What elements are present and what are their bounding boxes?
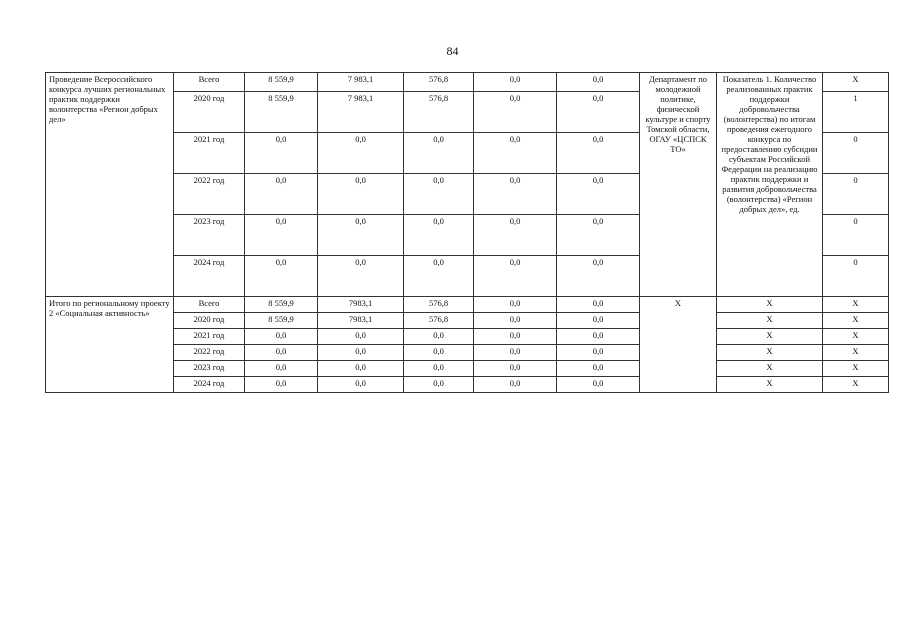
indicator-cell: X	[717, 313, 823, 329]
table-row	[46, 73, 889, 92]
federal-cell: 0,0	[318, 133, 404, 174]
regional-cell: 0,0	[404, 256, 474, 297]
local-cell: 0,0	[474, 174, 557, 215]
period-cell: 2024 год	[174, 256, 245, 297]
indicator-value-cell: X	[823, 73, 889, 92]
indicator-value-cell: X	[823, 345, 889, 361]
period-cell: 2021 год	[174, 329, 245, 345]
total-cell: 0,0	[245, 361, 318, 377]
regional-cell: 0,0	[404, 377, 474, 393]
regional-cell: 0,0	[404, 133, 474, 174]
total-name-cell: Итого по региональному проекту 2 «Социальная активность»	[46, 297, 174, 393]
indicator-value-cell: 0	[823, 215, 889, 256]
other-cell: 0,0	[557, 215, 640, 256]
indicator-value-cell: X	[823, 361, 889, 377]
period-cell: Всего	[174, 297, 245, 313]
regional-cell: 576,8	[404, 313, 474, 329]
total-cell: 0,0	[245, 133, 318, 174]
period-cell: 2023 год	[174, 361, 245, 377]
other-cell: 0,0	[557, 313, 640, 329]
indicator-value-cell: X	[823, 377, 889, 393]
table-row	[46, 297, 889, 313]
federal-cell: 7983,1	[318, 297, 404, 313]
local-cell: 0,0	[474, 313, 557, 329]
period-cell: 2022 год	[174, 345, 245, 361]
federal-cell: 0,0	[318, 329, 404, 345]
period-cell: 2020 год	[174, 313, 245, 329]
period-cell: 2024 год	[174, 377, 245, 393]
indicator-value-cell: 0	[823, 174, 889, 215]
total-cell: 0,0	[245, 256, 318, 297]
federal-cell: 0,0	[318, 345, 404, 361]
regional-cell: 0,0	[404, 361, 474, 377]
total-cell: 0,0	[245, 329, 318, 345]
indicator-value-cell: 1	[823, 92, 889, 133]
total-cell: 8 559,9	[245, 297, 318, 313]
federal-cell: 0,0	[318, 256, 404, 297]
local-cell: 0,0	[474, 329, 557, 345]
federal-cell: 0,0	[318, 377, 404, 393]
regional-cell: 0,0	[404, 329, 474, 345]
indicator-cell: X	[717, 361, 823, 377]
total-cell: 8 559,9	[245, 92, 318, 133]
indicator-value-cell: X	[823, 329, 889, 345]
period-cell: 2023 год	[174, 215, 245, 256]
local-cell: 0,0	[474, 297, 557, 313]
regional-cell: 0,0	[404, 345, 474, 361]
page-number: 84	[446, 44, 459, 58]
local-cell: 0,0	[474, 215, 557, 256]
other-cell: 0,0	[557, 345, 640, 361]
regional-cell: 576,8	[404, 92, 474, 133]
other-cell: 0,0	[557, 133, 640, 174]
local-cell: 0,0	[474, 345, 557, 361]
executor-cell: X	[640, 297, 717, 393]
total-cell: 0,0	[245, 215, 318, 256]
total-cell: 8 559,9	[245, 73, 318, 92]
other-cell: 0,0	[557, 361, 640, 377]
indicator-cell: X	[717, 329, 823, 345]
other-cell: 0,0	[557, 174, 640, 215]
federal-cell: 0,0	[318, 215, 404, 256]
other-cell: 0,0	[557, 377, 640, 393]
other-cell: 0,0	[557, 297, 640, 313]
other-cell: 0,0	[557, 329, 640, 345]
indicator-cell: X	[717, 345, 823, 361]
regional-cell: 0,0	[404, 215, 474, 256]
indicator-cell: X	[717, 297, 823, 313]
indicator-value-cell: X	[823, 297, 889, 313]
total-cell: 0,0	[245, 377, 318, 393]
total-cell: 8 559,9	[245, 313, 318, 329]
indicator-value-cell: X	[823, 313, 889, 329]
local-cell: 0,0	[474, 256, 557, 297]
indicator-value-cell: 0	[823, 256, 889, 297]
event-name-cell: Проведение Всероссийского конкурса лучших региональных практик поддержки волонтерства «Регион добрых дел»	[46, 73, 174, 297]
period-cell: 2020 год	[174, 92, 245, 133]
regional-cell: 0,0	[404, 174, 474, 215]
total-cell: 0,0	[245, 345, 318, 361]
period-cell: 2022 год	[174, 174, 245, 215]
other-cell: 0,0	[557, 73, 640, 92]
local-cell: 0,0	[474, 92, 557, 133]
total-cell: 0,0	[245, 174, 318, 215]
local-cell: 0,0	[474, 361, 557, 377]
local-cell: 0,0	[474, 133, 557, 174]
other-cell: 0,0	[557, 256, 640, 297]
executor-cell: Департамент по молодежной политике, физической культуре и спорту Томской области, ОГАУ «ЦСПСК ТО»	[640, 73, 717, 297]
period-cell: 2021 год	[174, 133, 245, 174]
budget-table	[45, 72, 889, 393]
federal-cell: 7 983,1	[318, 73, 404, 92]
indicator-cell: Показатель 1. Количество реализованных практик поддержки добровольчества (волонтерства) по итогам проведения ежегодного конкурса по предоставлению субсидии субъектам Российской Федерации на реализацию практик поддержки и развития добровольчества (волонтерства) «Регион добрых дел», ед.	[717, 73, 823, 297]
regional-cell: 576,8	[404, 73, 474, 92]
regional-cell: 576,8	[404, 297, 474, 313]
federal-cell: 0,0	[318, 361, 404, 377]
federal-cell: 0,0	[318, 174, 404, 215]
local-cell: 0,0	[474, 73, 557, 92]
indicator-value-cell: 0	[823, 133, 889, 174]
period-cell: Всего	[174, 73, 245, 92]
indicator-cell: X	[717, 377, 823, 393]
federal-cell: 7983,1	[318, 313, 404, 329]
local-cell: 0,0	[474, 377, 557, 393]
other-cell: 0,0	[557, 92, 640, 133]
federal-cell: 7 983,1	[318, 92, 404, 133]
